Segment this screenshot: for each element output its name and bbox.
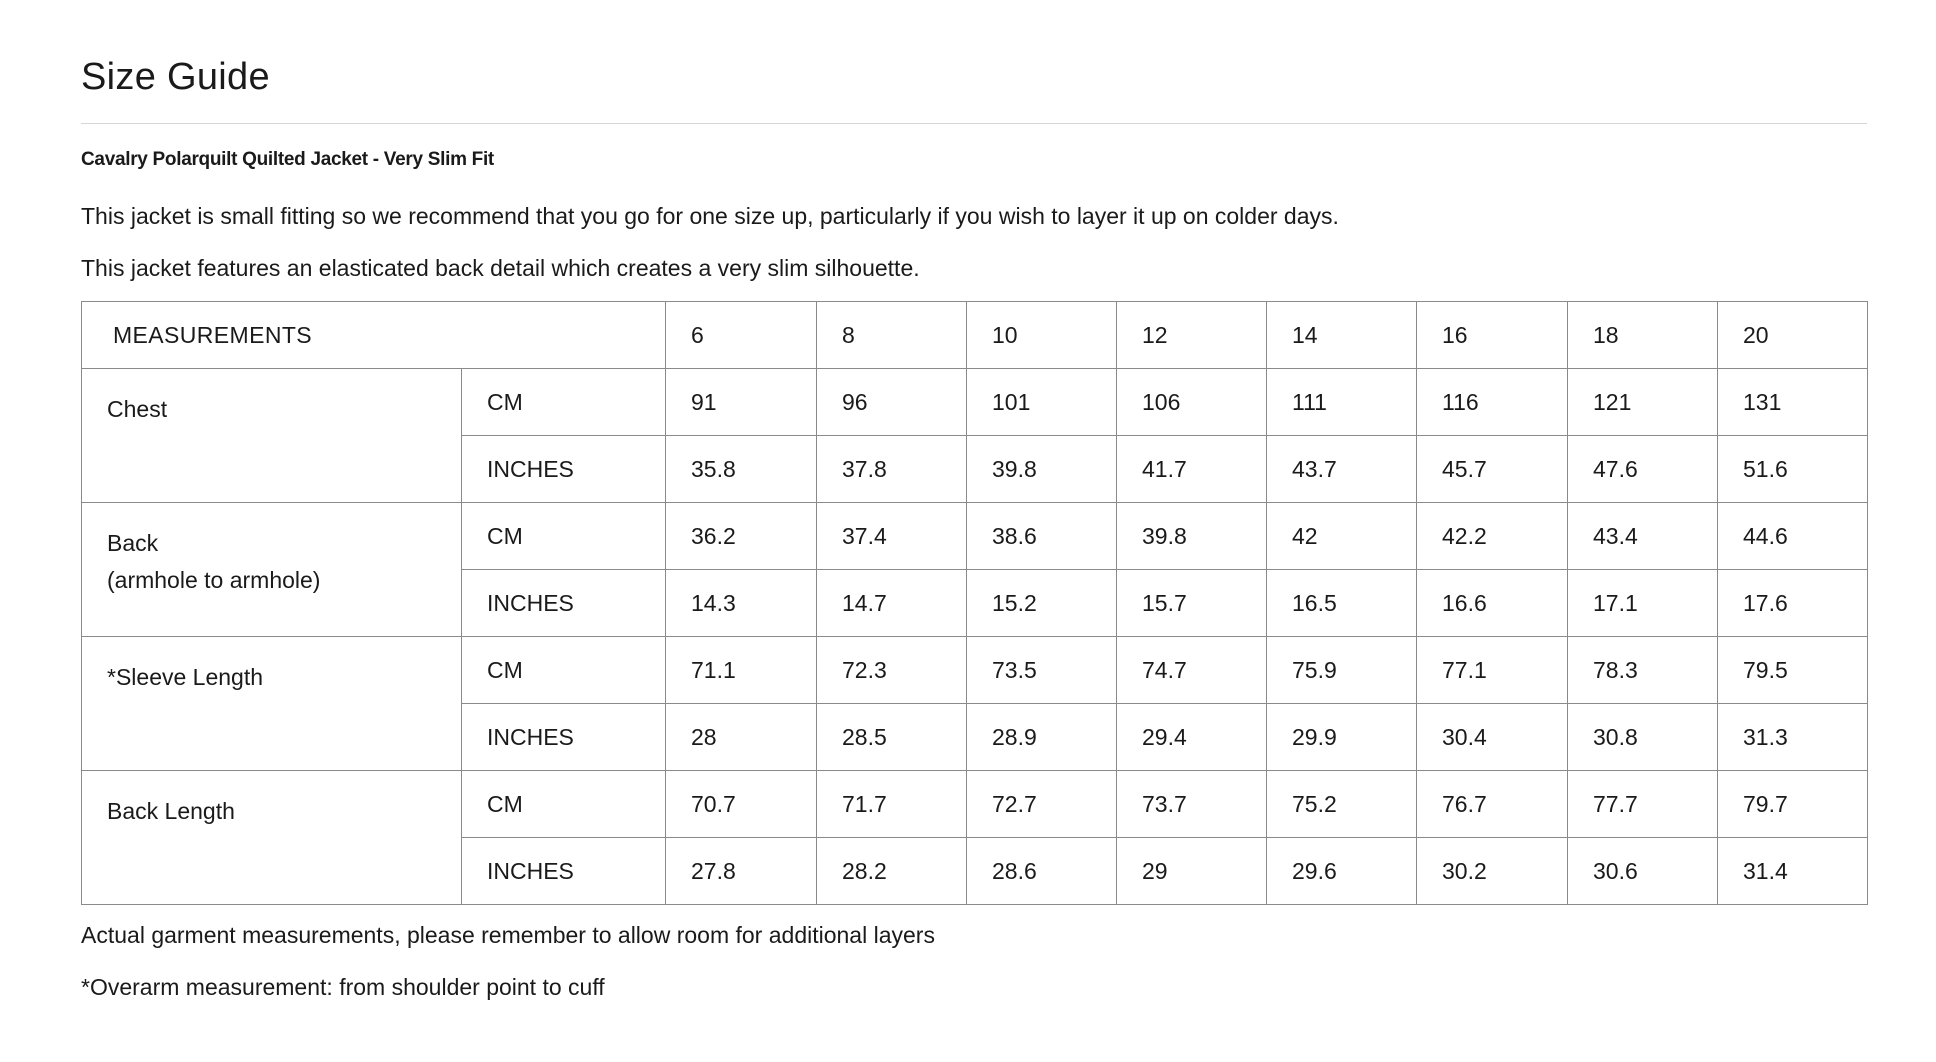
table-cell: 31.3 xyxy=(1718,704,1868,771)
unit-label: INCHES xyxy=(462,838,666,905)
measurement-label xyxy=(82,369,462,503)
table-cell: 30.4 xyxy=(1417,704,1568,771)
measurement-name: *Sleeve Length xyxy=(107,664,264,690)
table-cell: 31.4 xyxy=(1718,838,1868,905)
table-cell: 75.9 xyxy=(1267,637,1417,704)
measurement-name: Back xyxy=(107,530,159,556)
table-cell: 30.2 xyxy=(1417,838,1568,905)
table-cell: 116 xyxy=(1417,369,1568,436)
size-table xyxy=(81,301,1868,905)
table-cell: 15.7 xyxy=(1117,570,1267,637)
table-cell: 39.8 xyxy=(1117,503,1267,570)
table-header-row xyxy=(82,302,1868,369)
unit-label: INCHES xyxy=(462,704,666,771)
table-cell: 29.9 xyxy=(1267,704,1417,771)
table-cell: 27.8 xyxy=(666,838,817,905)
size-header-6: 6 xyxy=(666,302,817,369)
size-table-body xyxy=(82,302,1868,905)
table-cell: 44.6 xyxy=(1718,503,1868,570)
table-cell: 37.4 xyxy=(817,503,967,570)
size-header-10: 10 xyxy=(967,302,1117,369)
unit-label: CM xyxy=(462,637,666,704)
table-cell: 101 xyxy=(967,369,1117,436)
table-cell: 28.2 xyxy=(817,838,967,905)
title-divider xyxy=(81,123,1867,124)
measurement-label xyxy=(82,771,462,905)
table-cell: 78.3 xyxy=(1568,637,1718,704)
measurement-name: Chest xyxy=(107,396,168,422)
unit-label: INCHES xyxy=(462,436,666,503)
page-title: Size Guide xyxy=(81,56,270,98)
table-cell: 14.7 xyxy=(817,570,967,637)
unit-label: INCHES xyxy=(462,570,666,637)
table-cell: 91 xyxy=(666,369,817,436)
unit-label: CM xyxy=(462,369,666,436)
table-cell: 51.6 xyxy=(1718,436,1868,503)
table-cell: 43.7 xyxy=(1267,436,1417,503)
fit-note: This jacket is small fitting so we recommend that you go for one size up, particularly if you wish to layer it up on colder days. xyxy=(81,203,1339,229)
table-cell: 28 xyxy=(666,704,817,771)
table-cell: 131 xyxy=(1718,369,1868,436)
table-cell: 42.2 xyxy=(1417,503,1568,570)
table-cell: 28.5 xyxy=(817,704,967,771)
overarm-note: *Overarm measurement: from shoulder point to cuff xyxy=(81,974,605,1000)
table-cell: 72.7 xyxy=(967,771,1117,838)
table-cell: 76.7 xyxy=(1417,771,1568,838)
table-cell: 30.6 xyxy=(1568,838,1718,905)
size-header-14: 14 xyxy=(1267,302,1417,369)
measurement-label xyxy=(82,503,462,637)
table-cell: 74.7 xyxy=(1117,637,1267,704)
size-header-8: 8 xyxy=(817,302,967,369)
table-cell: 17.6 xyxy=(1718,570,1868,637)
table-cell: 77.7 xyxy=(1568,771,1718,838)
actual-measurements-note: Actual garment measurements, please remember to allow room for additional layers xyxy=(81,922,935,948)
table-cell: 73.7 xyxy=(1117,771,1267,838)
table-cell: 38.6 xyxy=(967,503,1117,570)
table-cell: 41.7 xyxy=(1117,436,1267,503)
table-row xyxy=(82,771,1868,838)
table-cell: 28.6 xyxy=(967,838,1117,905)
table-cell: 72.3 xyxy=(817,637,967,704)
size-header-18: 18 xyxy=(1568,302,1718,369)
table-cell: 15.2 xyxy=(967,570,1117,637)
table-cell: 79.5 xyxy=(1718,637,1868,704)
detail-note: This jacket features an elasticated back detail which creates a very slim silhouette. xyxy=(81,255,920,281)
table-cell: 111 xyxy=(1267,369,1417,436)
measurement-sublabel: (armhole to armhole) xyxy=(107,567,321,593)
table-cell: 16.5 xyxy=(1267,570,1417,637)
table-row xyxy=(82,637,1868,704)
table-cell: 28.9 xyxy=(967,704,1117,771)
table-cell: 29.6 xyxy=(1267,838,1417,905)
product-name: Cavalry Polarquilt Quilted Jacket - Very Slim Fit xyxy=(81,149,494,170)
size-header-12: 12 xyxy=(1117,302,1267,369)
size-header-20: 20 xyxy=(1718,302,1868,369)
table-cell: 71.1 xyxy=(666,637,817,704)
table-cell: 16.6 xyxy=(1417,570,1568,637)
table-cell: 77.1 xyxy=(1417,637,1568,704)
measurement-name: Back Length xyxy=(107,798,235,824)
table-cell: 17.1 xyxy=(1568,570,1718,637)
measurements-header: MEASUREMENTS xyxy=(82,302,666,369)
measurement-label xyxy=(82,637,462,771)
table-cell: 29 xyxy=(1117,838,1267,905)
table-row xyxy=(82,369,1868,436)
table-cell: 14.3 xyxy=(666,570,817,637)
table-cell: 121 xyxy=(1568,369,1718,436)
table-cell: 36.2 xyxy=(666,503,817,570)
table-cell: 42 xyxy=(1267,503,1417,570)
table-cell: 73.5 xyxy=(967,637,1117,704)
table-cell: 37.8 xyxy=(817,436,967,503)
table-cell: 75.2 xyxy=(1267,771,1417,838)
table-cell: 39.8 xyxy=(967,436,1117,503)
table-cell: 35.8 xyxy=(666,436,817,503)
table-cell: 30.8 xyxy=(1568,704,1718,771)
table-row xyxy=(82,503,1868,570)
table-cell: 43.4 xyxy=(1568,503,1718,570)
table-cell: 71.7 xyxy=(817,771,967,838)
unit-label: CM xyxy=(462,771,666,838)
size-header-16: 16 xyxy=(1417,302,1568,369)
table-cell: 45.7 xyxy=(1417,436,1568,503)
table-cell: 47.6 xyxy=(1568,436,1718,503)
unit-label: CM xyxy=(462,503,666,570)
table-cell: 96 xyxy=(817,369,967,436)
table-cell: 70.7 xyxy=(666,771,817,838)
table-cell: 29.4 xyxy=(1117,704,1267,771)
table-cell: 106 xyxy=(1117,369,1267,436)
table-cell: 79.7 xyxy=(1718,771,1868,838)
